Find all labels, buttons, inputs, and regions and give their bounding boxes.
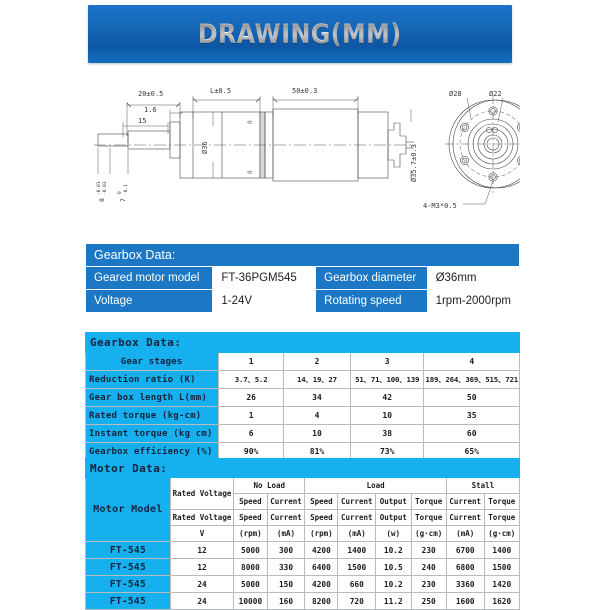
dim-15: 15	[138, 117, 147, 125]
load-output: 10.2	[376, 542, 411, 559]
load-torque: 230	[411, 576, 446, 593]
table-header-row	[86, 333, 520, 353]
no-load-speed: 5000	[234, 542, 268, 559]
gear-stages-2: 2	[284, 353, 351, 371]
stall-current-label-2: Current	[446, 510, 484, 526]
gearbox-data-table	[85, 243, 520, 313]
gearbox-efficiency-label: Gearbox efficiency (%)	[86, 443, 219, 461]
table-row	[86, 593, 520, 610]
table-row	[86, 542, 520, 559]
table-row	[86, 267, 520, 290]
stall-current: 6800	[446, 559, 484, 576]
unit-stall-current: (mA)	[446, 526, 484, 542]
stall-torque: 1500	[484, 559, 519, 576]
reduction-ratio-1: 3.7、5.2	[219, 371, 284, 389]
gearbox-diameter-value: Ø36mm	[427, 267, 519, 290]
dim-shaft-7: 7	[119, 198, 127, 202]
no-load-speed-label: Speed	[234, 494, 268, 510]
gearbox-length-label: Gear box length L(mm)	[86, 389, 219, 407]
gearbox-stages-title: Gearbox Data:	[86, 333, 520, 353]
table-row	[86, 576, 520, 593]
dim-1-6: 1.6	[144, 106, 157, 114]
stall-torque: 1620	[484, 593, 519, 610]
gearbox-data-title: Gearbox Data:	[86, 244, 520, 267]
load-current: 1400	[338, 542, 376, 559]
motor-model-value: FT-545	[86, 559, 171, 576]
stall-current: 3360	[446, 576, 484, 593]
unit-load-current: (mA)	[338, 526, 376, 542]
rated-torque-2: 4	[284, 407, 351, 425]
gearbox-length-1: 26	[219, 389, 284, 407]
no-load-group-label: No Load	[234, 478, 305, 494]
dim-shaft-8: 8	[98, 198, 106, 202]
gearbox-diameter-label: Gearbox diameter	[316, 267, 427, 290]
dim-zero-lower: 0	[247, 170, 254, 174]
gear-stages-1: 1	[219, 353, 284, 371]
load-current-label: Current	[338, 494, 376, 510]
table-row	[86, 290, 520, 313]
unit-stall-torque: (g·cm)	[484, 526, 519, 542]
instant-torque-label: Instant torque (kg cm)	[86, 425, 219, 443]
motor-data-title: Motor Data:	[86, 459, 520, 478]
page-banner	[88, 5, 512, 63]
voltage-value: 12	[170, 559, 233, 576]
load-torque-label: Torque	[411, 494, 446, 510]
table-row	[86, 371, 520, 389]
table-row	[86, 353, 520, 371]
voltage-label: Voltage	[86, 290, 213, 313]
load-torque: 230	[411, 542, 446, 559]
dim-diameter-36: Ø36	[201, 141, 209, 154]
table-header-row	[86, 244, 520, 267]
page-title: DRAWING(MM)	[198, 18, 402, 50]
reduction-ratio-4: 189、264、369、515、721	[424, 371, 520, 389]
dim-L: L±0.5	[210, 87, 232, 95]
voltage-value: 24	[170, 576, 233, 593]
gearbox-efficiency-3: 73%	[350, 443, 424, 461]
no-load-current-label: Current	[267, 494, 305, 510]
rated-torque-1: 1	[219, 407, 284, 425]
no-load-speed: 8000	[234, 559, 268, 576]
unit-no-load-current: (mA)	[267, 526, 305, 542]
rated-voltage-group-label: Rated Voltage	[170, 478, 233, 510]
instant-torque-4: 60	[424, 425, 520, 443]
load-torque: 250	[411, 593, 446, 610]
gearbox-efficiency-2: 81%	[284, 443, 351, 461]
rated-voltage-label-2: Rated Voltage	[170, 510, 233, 526]
stall-torque: 1420	[484, 576, 519, 593]
rotating-speed-value: 1rpm-2000rpm	[427, 290, 519, 313]
motor-model-value: FT-545	[86, 593, 171, 610]
rated-torque-label: Rated torque (kg-cm)	[86, 407, 219, 425]
geared-motor-model-value: FT-36PGM545	[213, 267, 316, 290]
no-load-current: 150	[267, 576, 305, 593]
geared-motor-model-label: Geared motor model	[86, 267, 213, 290]
gear-stages-3: 3	[350, 353, 424, 371]
gearbox-length-3: 42	[350, 389, 424, 407]
gearbox-efficiency-4: 65%	[424, 443, 520, 461]
dim-diameter-22: Ø22	[489, 90, 502, 98]
no-load-current: 300	[267, 542, 305, 559]
load-current: 720	[338, 593, 376, 610]
no-load-speed-label-2: Speed	[234, 510, 268, 526]
no-load-speed: 10000	[234, 593, 268, 610]
table-row	[86, 407, 520, 425]
load-torque: 240	[411, 559, 446, 576]
dim-shaft-8-upper: -0.01	[97, 181, 102, 195]
load-output-label: Output	[376, 494, 411, 510]
load-output: 11.2	[376, 593, 411, 610]
motor-data-table	[85, 458, 520, 610]
stall-torque-label: Torque	[484, 494, 519, 510]
gearbox-stages-table	[85, 332, 520, 461]
load-speed-label-2: Speed	[305, 510, 338, 526]
load-output-label-2: Output	[376, 510, 411, 526]
dim-zero-upper: 0	[247, 120, 254, 124]
load-current: 660	[338, 576, 376, 593]
motor-model-value: FT-545	[86, 542, 171, 559]
load-current: 1500	[338, 559, 376, 576]
voltage-value: 12	[170, 542, 233, 559]
voltage-value: 24	[170, 593, 233, 610]
stall-torque: 1400	[484, 542, 519, 559]
no-load-current: 160	[267, 593, 305, 610]
stall-group-label: Stall	[446, 478, 519, 494]
load-speed: 6400	[305, 559, 338, 576]
unit-rated-voltage: V	[170, 526, 233, 542]
reduction-ratio-3: 51、71、100、139	[350, 371, 424, 389]
motor-model-value: FT-545	[86, 576, 171, 593]
load-speed: 8200	[305, 593, 338, 610]
load-current-label-2: Current	[338, 510, 376, 526]
dim-shaft-7-lower: -0.1	[124, 184, 129, 195]
reduction-ratio-label: Reduction ratio (K)	[86, 371, 219, 389]
no-load-current: 330	[267, 559, 305, 576]
load-output: 10.5	[376, 559, 411, 576]
unit-no-load-speed: (rpm)	[234, 526, 268, 542]
table-row	[86, 559, 520, 576]
gear-stages-label: Gear stages	[86, 353, 219, 371]
engineering-drawing	[80, 82, 520, 222]
dim-diameter-28: Ø28	[449, 90, 462, 98]
gear-stages-4: 4	[424, 353, 520, 371]
motor-model-label: Motor Model	[86, 478, 171, 542]
rotating-speed-label: Rotating speed	[316, 290, 427, 313]
stall-current-label: Current	[446, 494, 484, 510]
load-torque-label-2: Torque	[411, 510, 446, 526]
dim-shaft-7-upper: 0	[118, 191, 123, 194]
table-group-header-row	[86, 478, 520, 494]
dim-4-m3: 4-M3*0.5	[423, 202, 457, 210]
instant-torque-2: 10	[284, 425, 351, 443]
stall-torque-label-2: Torque	[484, 510, 519, 526]
drawing-svg	[80, 82, 520, 222]
dim-20: 20±0.5	[138, 90, 164, 98]
table-header-row	[86, 459, 520, 478]
load-speed: 4200	[305, 576, 338, 593]
load-speed-label: Speed	[305, 494, 338, 510]
stall-current: 1600	[446, 593, 484, 610]
load-output: 10.2	[376, 576, 411, 593]
instant-torque-3: 38	[350, 425, 424, 443]
no-load-current-label-2: Current	[267, 510, 305, 526]
stall-current: 6700	[446, 542, 484, 559]
unit-load-torque: (g·cm)	[411, 526, 446, 542]
rated-torque-3: 10	[350, 407, 424, 425]
unit-load-speed: (rpm)	[305, 526, 338, 542]
dim-50: 50±0.3	[292, 87, 318, 95]
table-row	[86, 389, 520, 407]
no-load-speed: 5000	[234, 576, 268, 593]
reduction-ratio-2: 14、19、27	[284, 371, 351, 389]
instant-torque-1: 6	[219, 425, 284, 443]
load-group-label: Load	[305, 478, 447, 494]
voltage-value: 1-24V	[213, 290, 316, 313]
load-speed: 4200	[305, 542, 338, 559]
dim-diameter-35-7: Ø35.7±0.3	[410, 144, 418, 182]
dim-shaft-8-lower: -0.03	[103, 181, 108, 195]
gearbox-length-2: 34	[284, 389, 351, 407]
unit-load-output: (w)	[376, 526, 411, 542]
gearbox-efficiency-1: 90%	[219, 443, 284, 461]
rated-torque-4: 35	[424, 407, 520, 425]
table-row	[86, 425, 520, 443]
gearbox-length-4: 50	[424, 389, 520, 407]
